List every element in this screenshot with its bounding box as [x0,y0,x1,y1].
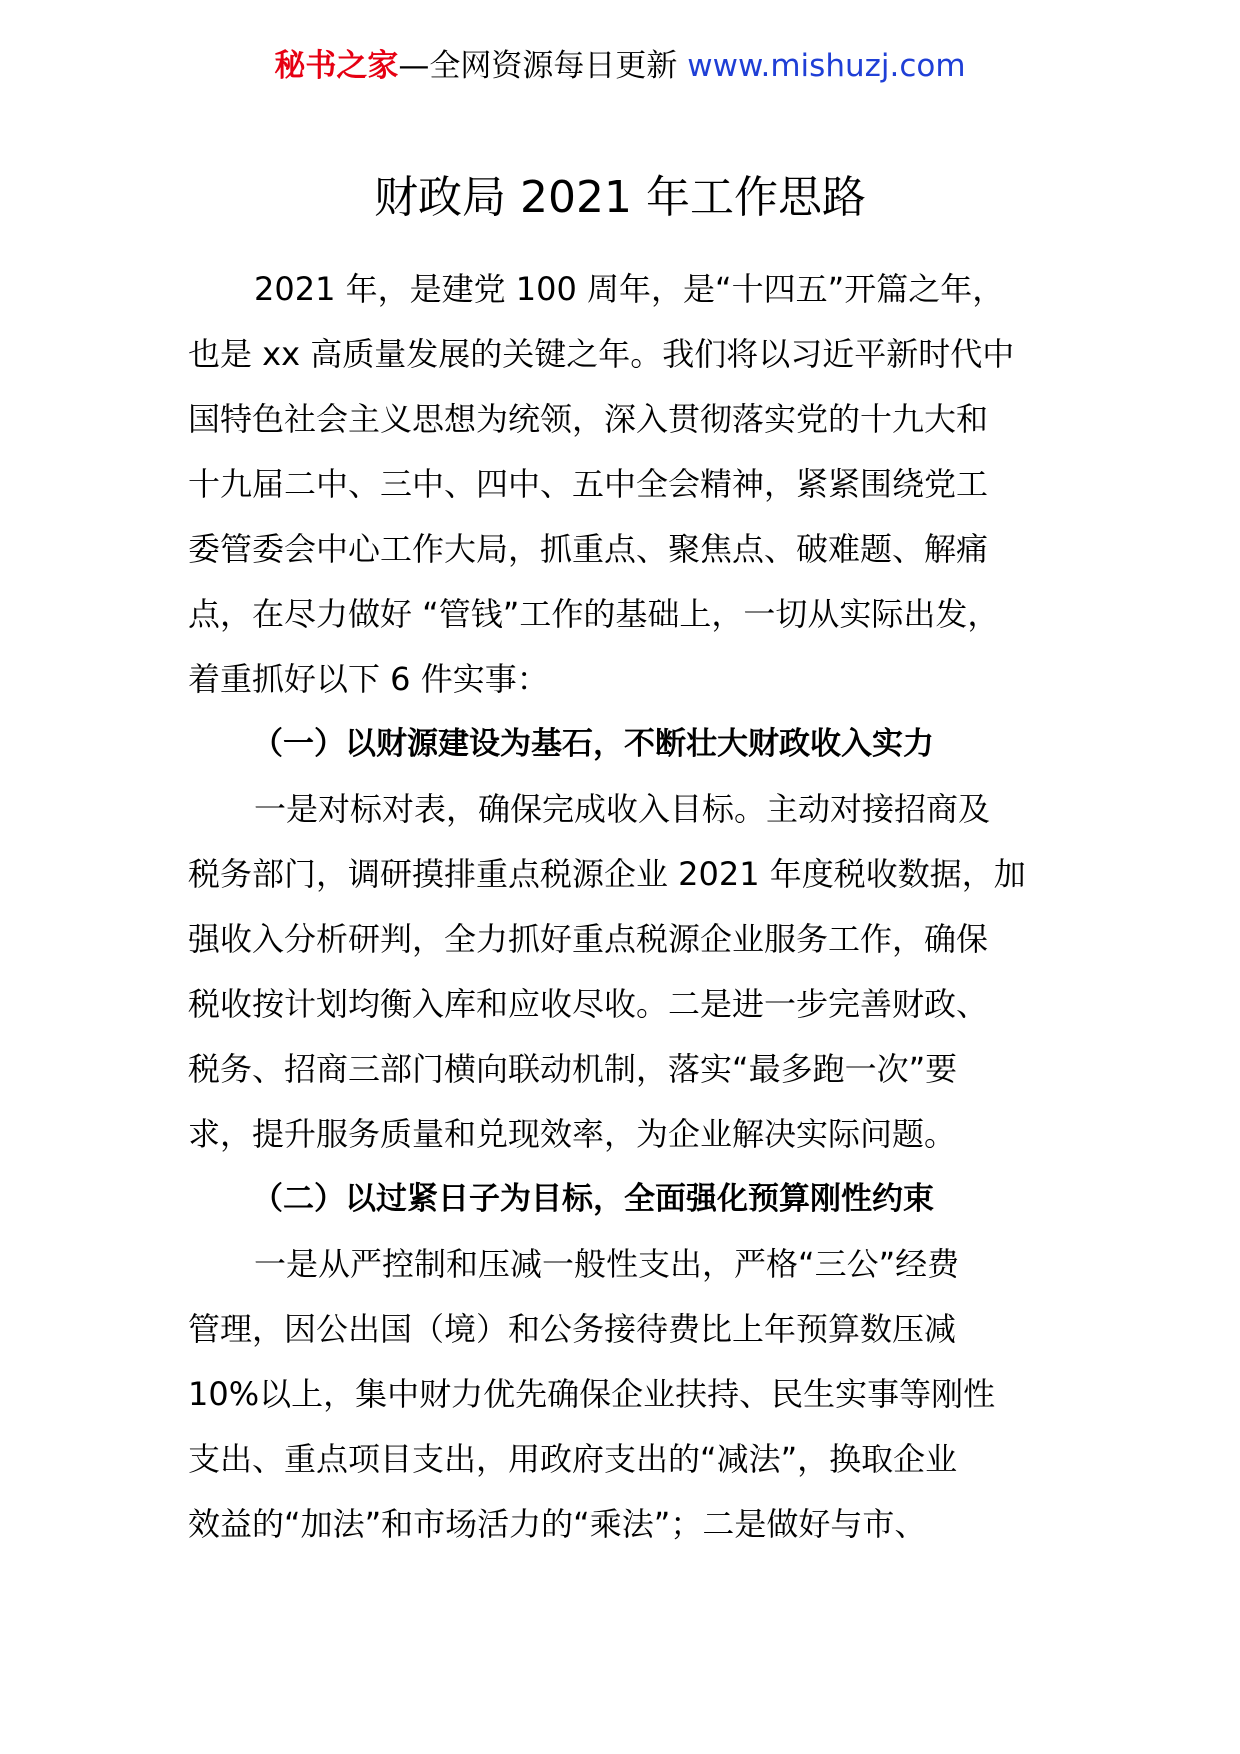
paragraph-line: 效益的“加法”和市场活力的“乘法”；二是做好与市、 [188,1505,927,1543]
paragraph-line: 国特色社会主义思想为统领，深入贯彻落实党的十九大和 [188,400,989,438]
paragraph-line: 委管委会中心工作大局，抓重点、聚焦点、破难题、解痛 [188,530,989,568]
site-slogan: —全网资源每日更新 [398,48,688,84]
document-body [188,257,1080,1557]
paragraph-line: 2021 年，是建党 100 周年，是“十四五”开篇之年， [254,270,1005,308]
paragraph-line: 税务部门，调研摸排重点税源企业 2021 年度税收数据，加 [188,855,1026,893]
paragraph-line: 管理，因公出国（境）和公务接待费比上年预算数压减 [188,1310,957,1348]
site-url-link[interactable]: www.mishuzj.com [687,48,966,84]
paragraph-line: 支出、重点项目支出，用政府支出的“减法”，换取企业 [188,1440,958,1478]
document-title: 财政局 2021 年工作思路 [374,172,866,223]
paragraph-line: 10%以上，集中财力优先确保企业扶持、民生实事等刚性 [188,1375,996,1413]
paragraph-line: 一是从严控制和压减一般性支出，严格“三公”经费 [254,1245,960,1283]
site-header [0,44,1240,88]
paragraph-line: 着重抓好以下 6 件实事： [188,660,549,698]
paragraph-line: 税收按计划均衡入库和应收尽收。二是进一步完善财政、 [188,985,989,1023]
paragraph-line: 也是 xx 高质量发展的关键之年。我们将以习近平新时代中 [188,335,1015,373]
paragraph-line: 求，提升服务质量和兑现效率，为企业解决实际问题。 [188,1115,957,1153]
site-brand: 秘书之家 [274,48,399,84]
section-heading-1: （一）以财源建设为基石，不断壮大财政收入实力 [252,726,934,762]
section-heading-2: （二）以过紧日子为目标，全面强化预算刚性约束 [252,1181,934,1217]
paragraph-line: 一是对标对表，确保完成收入目标。主动对接招商及 [254,790,991,828]
paragraph-line: 点，在尽力做好 “管钱”工作的基础上，一切从实际出发， [188,595,1000,633]
paragraph-line: 税务、招商三部门横向联动机制，落实“最多跑一次”要 [188,1050,958,1088]
paragraph-line: 强收入分析研判，全力抓好重点税源企业服务工作，确保 [188,920,989,958]
paragraph-line: 十九届二中、三中、四中、五中全会精神，紧紧围绕党工 [188,465,989,503]
